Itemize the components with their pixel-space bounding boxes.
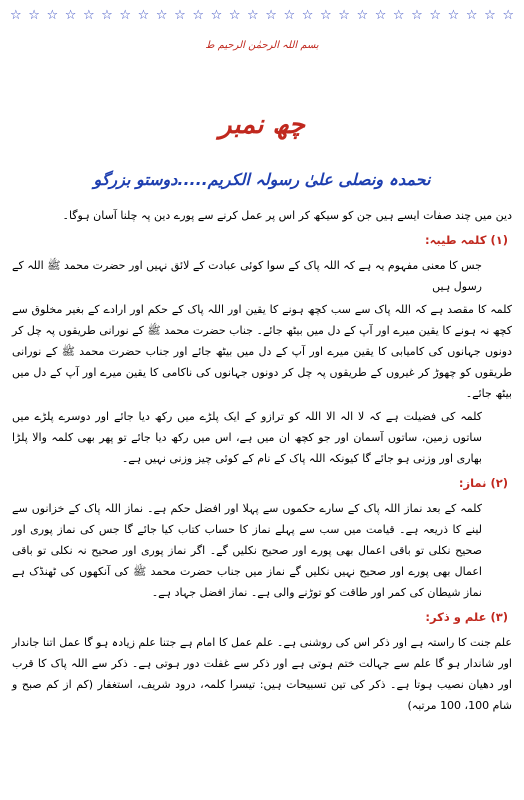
intro-paragraph: دین میں چند صفات ایسے ہیں جن کو سیکھ کر اس پر عمل کرنے سے پورے دین پہ چلنا آسان ہوگا۔: [62, 209, 512, 222]
paragraph: جس کا معنی مفہوم یہ ہے کہ اللہ پاک کے سوا کوئی عبادت کے لائق نہیں اور حضرت محمد ﷺ اللہ کے رسول ہیں: [12, 259, 482, 293]
paragraph: علم جنت کا راستہ ہے اور ذکر اس کی روشنی ہے۔ علم عمل کا امام ہے جتنا علم زیادہ ہو گا عمل اتنا جاندار اور شاندار ہو گا علم سے جہالت ختم ہوتی ہے اور ذکر سے غفلت دور ہوتی ہے۔ ذکر سے اللہ پاک کا قرب اور دھیان نصیب ہوتا ہے۔ ذکر کی تین تسبیحات ہیں: تیسرا کلمہ، درود شریف، استغفار (کم از کم صبح و شام 100، 100 مرتبہ): [12, 636, 512, 712]
star-icon: ☆: [228, 8, 241, 23]
star-icon: ☆: [392, 8, 405, 23]
paragraph: کلمہ کی فضیلت ہے کہ لا الہ الا اللہ کو ترازو کے ایک پلڑے میں رکھ دیا جائے اور دوسرے پلڑے میں ساتوں زمین، ساتوں آسمان اور جو کچھ ان میں ہے، اس میں رکھ دیا جائے تو پھر بھی کلمہ والا پلڑا بھاری اور وزنی ہو جائے گا کیونکہ اللہ پاک کے نام کے کوئی چیز وزنی نہیں ہے۔: [12, 410, 482, 465]
star-icon: ☆: [64, 8, 77, 23]
star-icon: ☆: [82, 8, 95, 23]
section-ilm-zikr: [12, 607, 512, 716]
star-icon: ☆: [502, 8, 514, 23]
star-icon: ☆: [283, 8, 296, 23]
star-icon: ☆: [301, 8, 314, 23]
section-heading-namaz: (۲) نماز:: [458, 476, 508, 490]
star-icon: ☆: [374, 8, 387, 23]
page-subtitle: نحمدہ ونصلی علیٰ رسولہ الکریم.....دوستو بزرگو: [93, 170, 431, 189]
star-icon: ☆: [247, 8, 259, 23]
star-icon: ☆: [411, 8, 423, 23]
star-icon: ☆: [429, 8, 442, 23]
star-icon: ☆: [10, 8, 22, 23]
paragraph: کلمہ کا مقصد ہے کہ اللہ پاک سے سب کچھ ہونے کا یقین اور اللہ پاک کے حکم اور ارادے کے بغیر مخلوق سے کچھ نہ ہونے کا یقین میرے اور آپ کے دل میں بیٹھ جائے۔ جناب حضرت محمد ﷺ کے نورانی طریقوں پہ چل کر دونوں جہانوں کی کامیابی کا یقین میرے اور آپ کے دل میں بیٹھ جائے اور جناب حضرت محمد ﷺ کے نورانی طریقوں کو چھوڑ کر غیروں کے طریقوں پہ چل کر دونوں جہانوں کی ناکامی کا یقین میرے اور آپ کے دل میں بیٹھ جائے۔: [12, 303, 512, 400]
star-icon: ☆: [174, 8, 186, 23]
star-icon: ☆: [46, 8, 59, 23]
star-icon: ☆: [137, 8, 150, 23]
star-icon: ☆: [192, 8, 204, 23]
star-icon: ☆: [465, 8, 478, 23]
star-icon: ☆: [356, 8, 369, 23]
paragraph: کلمہ کے بعد نماز اللہ پاک کے سارے حکموں سے پہلا اور افضل حکم ہے۔ نماز اللہ پاک کے خزانوں سے لینے کا ذریعہ ہے۔ قیامت میں سب سے پہلے نماز کا حساب کتاب کیا جائے گا جس کی نماز پوری اور صحیح نکلی تو باقی اعمال بھی پورے اور صحیح نکلیں گے۔ اگر نماز پوری اور صحیح نہ نکلی تو باقی اعمال بھی پورے اور صحیح نہیں نکلیں گے نماز میں جناب حضرت محمد ﷺ کی آنکھوں کی ٹھنڈک ہے نماز شیطان کی کمر اور طاقت کو توڑنے والی ہے۔ نماز افضل جہاد ہے۔: [12, 502, 482, 599]
star-icon: ☆: [155, 8, 168, 23]
bismillah: بسم اللہ الرحمٰن الرحیم ط: [205, 40, 319, 51]
document-body: [12, 205, 512, 720]
section-heading-kalima: (۱) کلمہ طیبہ:: [425, 233, 508, 247]
star-icon: ☆: [265, 8, 277, 23]
star-icon: ☆: [338, 8, 350, 23]
star-border-row: [10, 9, 514, 23]
section-kalima: [12, 230, 512, 469]
star-icon: ☆: [28, 8, 40, 23]
star-icon: ☆: [119, 8, 132, 23]
star-icon: ☆: [210, 8, 223, 23]
star-icon: ☆: [101, 8, 113, 23]
page-title: چھ نمبر: [218, 110, 305, 140]
section-namaz: [12, 473, 512, 603]
star-icon: ☆: [484, 8, 496, 23]
star-icon: ☆: [319, 8, 332, 23]
section-heading-ilm-zikr: (۳) علم و ذکر:: [425, 610, 508, 624]
star-icon: ☆: [447, 8, 460, 23]
